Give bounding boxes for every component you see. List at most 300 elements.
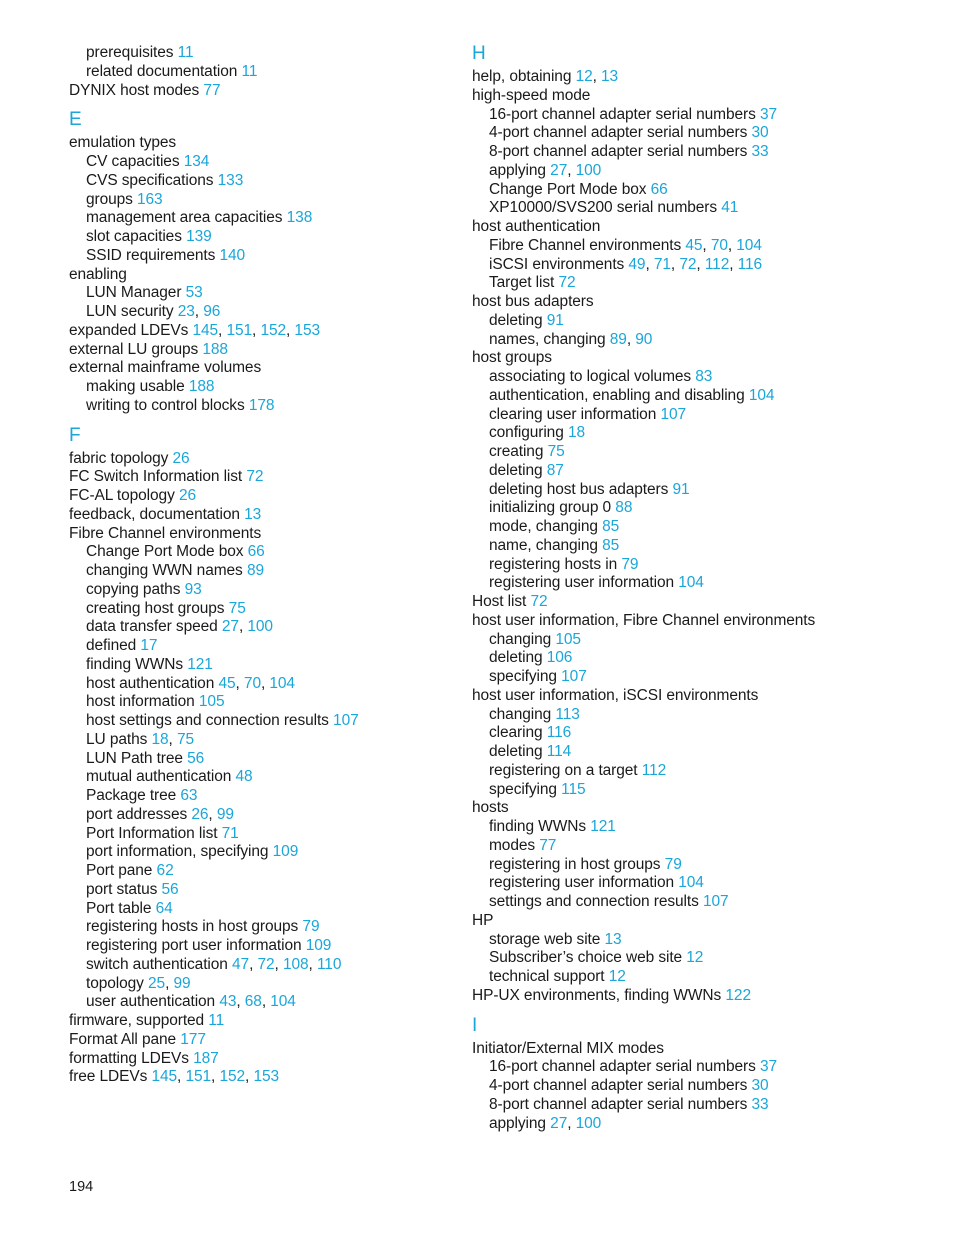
index-entry: help, obtaining 12, 13 (472, 68, 619, 85)
page-link[interactable]: 100 (575, 161, 602, 179)
index-term: enabling (69, 265, 127, 283)
index-term: Port Information list (86, 824, 218, 842)
index-letter-heading: H (472, 43, 486, 64)
page-link[interactable]: 12 (575, 68, 593, 85)
page-link[interactable]: 13 (244, 505, 262, 523)
page-link[interactable]: 26 (191, 805, 209, 823)
page-link[interactable]: 79 (664, 855, 682, 873)
page-link[interactable]: 145 (151, 1068, 178, 1086)
page-link[interactable]: 112 (704, 255, 730, 273)
index-subentry (69, 843, 449, 862)
index-term: changing (489, 705, 552, 723)
index-term: HP-UX environments, finding WWNs (472, 986, 722, 1004)
index-term: deleting (489, 649, 543, 667)
index-subentry (69, 600, 449, 619)
page-link[interactable]: 113 (555, 705, 580, 723)
page-link[interactable]: 33 (751, 1095, 769, 1113)
page-link[interactable]: 153 (294, 321, 320, 339)
index-subentry (472, 274, 942, 293)
index-entry (69, 506, 449, 525)
page-link[interactable]: 104 (678, 874, 704, 892)
index-subentry (472, 931, 942, 950)
page-link[interactable]: 107 (561, 668, 587, 685)
index-term: mutual authentication (86, 768, 232, 786)
index-term: management area capacities (86, 209, 283, 227)
page-link[interactable]: 41 (721, 199, 739, 217)
page-link[interactable]: 79 (621, 555, 639, 573)
index-term: user authentication (86, 993, 216, 1011)
index-subentry (69, 284, 449, 303)
page-link[interactable]: 105 (555, 630, 581, 648)
index-term: technical support (489, 968, 605, 985)
page-link[interactable]: 27 (221, 618, 239, 636)
index-term: storage web site (489, 930, 601, 948)
index-subentry (472, 312, 942, 331)
page-link[interactable]: 85 (602, 518, 620, 535)
index-term: firmware, supported (69, 1012, 205, 1029)
page-link[interactable]: 104 (269, 674, 295, 692)
page-link[interactable]: 71 (221, 824, 239, 842)
page-link[interactable]: 89 (609, 330, 627, 348)
index-letter-heading: E (69, 109, 82, 131)
index-subentry: LU paths 18, 75 (86, 730, 194, 748)
page-link[interactable]: 72 (530, 593, 548, 610)
index-term: applying (489, 1114, 546, 1132)
index-entry (69, 359, 449, 378)
page-link[interactable]: 75 (228, 599, 246, 617)
page-link[interactable]: 187 (193, 1049, 219, 1067)
page-link[interactable]: 49 (628, 255, 646, 273)
index-term: Subscriber’s choice web site (489, 949, 683, 967)
index-term: deleting host bus adapters (489, 480, 669, 498)
index-entry (472, 293, 942, 312)
index-subentry (69, 712, 449, 731)
page-link[interactable]: 145 (192, 321, 219, 339)
page-link[interactable]: 112 (641, 761, 667, 779)
index-term: Package tree (86, 787, 177, 804)
index-entry (472, 593, 942, 612)
index-entry (69, 341, 449, 360)
page-link[interactable]: 18 (567, 424, 585, 442)
index-subentry (69, 750, 449, 769)
page-link[interactable]: 138 (286, 209, 313, 227)
index-subentry (69, 191, 449, 210)
index-subentry (69, 825, 449, 844)
page-link[interactable]: 71 (653, 255, 671, 273)
page-link[interactable]: 177 (180, 1030, 206, 1048)
index-term: associating to logical volumes (489, 368, 692, 385)
page-link[interactable]: 68 (244, 993, 262, 1011)
index-term: 4-port channel adapter serial numbers (489, 1077, 748, 1094)
index-subentry (472, 443, 942, 462)
index-term: registering hosts in (489, 555, 618, 573)
page-link[interactable]: 70 (710, 236, 728, 254)
page-link[interactable]: 88 (615, 499, 633, 517)
index-subentry: data transfer speed 27, 100 (86, 618, 273, 636)
index-term: feedback, documentation (69, 505, 240, 523)
page-link[interactable]: 85 (602, 536, 620, 554)
index-term: Target list (489, 274, 555, 292)
index-subentry (472, 368, 942, 387)
page-link[interactable]: 63 (180, 787, 198, 804)
index-term: authentication, enabling and disabling (489, 386, 745, 404)
index-subentry (472, 574, 942, 593)
page-link[interactable]: 151 (226, 321, 253, 339)
index-term: Change Port Mode box (489, 180, 647, 198)
index-subentry: names, changing 89, 90 (489, 330, 653, 348)
page-link[interactable]: 47 (232, 955, 250, 973)
index-subentry (472, 724, 942, 743)
index-subentry (472, 406, 942, 425)
index-subentry: host authentication 45, 70, 104 (86, 674, 295, 692)
index-subentry (69, 656, 449, 675)
index-subentry (69, 900, 449, 919)
page-link[interactable]: 106 (546, 649, 573, 667)
index-term: free LDEVs (69, 1068, 148, 1086)
page-link[interactable]: 72 (246, 468, 264, 486)
index-term: deleting (489, 311, 543, 329)
index-term: LUN Manager (86, 284, 182, 302)
index-subentry: Fibre Channel environments 45, 70, 104 (489, 236, 762, 254)
index-term: changing (489, 630, 552, 648)
page-link[interactable]: 37 (759, 1058, 778, 1076)
index-term: finding WWNs (86, 655, 183, 673)
index-term: name, changing (489, 536, 598, 554)
index-term: mode, changing (489, 518, 598, 535)
index-term: registering user information (489, 874, 675, 892)
page-number: 194 (69, 1179, 94, 1195)
index-subentry: topology 25, 99 (86, 974, 191, 992)
page-link[interactable]: 99 (216, 805, 234, 823)
index-subentry (472, 106, 942, 125)
index-subentry (472, 631, 942, 650)
index-subentry (472, 537, 942, 556)
page-link[interactable]: 70 (243, 674, 261, 692)
index-term: Fibre Channel environments (489, 236, 682, 254)
index-subentry (472, 199, 942, 218)
page-link[interactable]: 77 (203, 81, 221, 99)
page-link[interactable]: 12 (686, 949, 704, 967)
index-subentry (69, 44, 449, 63)
index-entry (472, 87, 942, 106)
index-term: SSID requirements (86, 246, 216, 264)
page-link[interactable]: 109 (305, 937, 332, 954)
page-link[interactable]: 91 (672, 480, 690, 498)
index-subentry (472, 1077, 942, 1096)
page-link[interactable]: 66 (247, 543, 265, 561)
page-link[interactable]: 23 (177, 303, 195, 320)
page-link[interactable]: 37 (759, 105, 778, 123)
page-link[interactable]: 121 (590, 818, 616, 835)
index-term: data transfer speed (86, 618, 218, 636)
page-link[interactable]: 26 (172, 449, 190, 467)
index-entry (472, 912, 942, 931)
index-subentry (69, 562, 449, 581)
index-term: creating host groups (86, 599, 225, 617)
page-link[interactable]: 121 (187, 655, 213, 673)
page-link[interactable]: 108 (282, 955, 309, 973)
index-subentry (69, 209, 449, 228)
index-term: formatting LDEVs (69, 1049, 189, 1067)
index-term: host information (86, 693, 195, 711)
index-entry (472, 218, 942, 237)
index-term: help, obtaining (472, 68, 572, 85)
index-subentry (472, 518, 942, 537)
page-link[interactable]: 116 (546, 724, 572, 742)
index-entry (69, 266, 449, 285)
page-link[interactable]: 133 (217, 171, 244, 189)
page-link[interactable]: 139 (186, 228, 212, 245)
index-subentry (472, 1096, 942, 1115)
index-subentry: iSCSI environments 49, 71, 72, 112, 116 (489, 255, 763, 273)
index-term: making usable (86, 378, 185, 395)
index-subentry (69, 397, 449, 416)
index-entry (472, 1040, 942, 1059)
page-link[interactable]: 11 (177, 44, 194, 61)
page-link[interactable]: 105 (198, 693, 225, 711)
index-subentry: switch authentication 47, 72, 108, 110 (86, 955, 342, 973)
page-link[interactable]: 107 (702, 893, 729, 910)
page-link[interactable]: 66 (650, 180, 668, 198)
index-term: groups (86, 190, 133, 208)
page-link[interactable]: 30 (751, 124, 769, 142)
page-link[interactable]: 152 (219, 1068, 246, 1086)
index-subentry: applying 27, 100 (489, 161, 602, 179)
index-subentry (472, 743, 942, 762)
index-entry (472, 799, 942, 818)
page-link[interactable]: 17 (140, 637, 158, 654)
index-term: registering in host groups (489, 855, 661, 873)
index-term: defined (86, 637, 137, 654)
index-term: high-speed mode (472, 86, 591, 104)
page-link[interactable]: 27 (550, 1114, 568, 1132)
index-entry: expanded LDEVs 145, 151, 152, 153 (69, 321, 320, 339)
page-link[interactable]: 25 (148, 974, 166, 992)
page-link[interactable]: 99 (173, 974, 191, 992)
page-link[interactable]: 104 (678, 574, 704, 592)
page-link[interactable]: 178 (248, 396, 275, 414)
index-term: fabric topology (69, 449, 169, 467)
index-subentry (472, 856, 942, 875)
index-subentry (472, 874, 942, 893)
index-term: 16-port channel adapter serial numbers (489, 1058, 756, 1076)
page-link[interactable]: 72 (679, 255, 697, 273)
page-link[interactable]: 53 (185, 284, 203, 302)
page-link[interactable]: 43 (219, 993, 237, 1011)
page-link[interactable]: 110 (316, 955, 342, 973)
index-column-left (69, 44, 449, 1087)
index-term: emulation types (69, 134, 177, 152)
page-link[interactable]: 33 (751, 143, 769, 160)
index-subentry (69, 581, 449, 600)
index-entry: free LDEVs 145, 151, 152, 153 (69, 1068, 279, 1086)
page-link[interactable]: 87 (546, 461, 564, 479)
index-subentry (69, 918, 449, 937)
page-link[interactable]: 114 (546, 743, 572, 760)
index-subentry (69, 172, 449, 191)
page-link[interactable]: 72 (558, 274, 576, 292)
page-link[interactable]: 115 (561, 780, 586, 798)
page-link[interactable]: 107 (660, 405, 687, 423)
index-term: registering on a target (489, 761, 638, 779)
index-term: applying (489, 161, 546, 179)
index-letter-heading: F (69, 424, 81, 446)
page-link[interactable]: 93 (184, 580, 202, 598)
index-term: port status (86, 880, 158, 898)
index-subentry (472, 781, 942, 800)
page-link[interactable]: 48 (235, 768, 253, 786)
index-term: Fibre Channel environments (69, 524, 262, 542)
index-term: 16-port channel adapter serial numbers (489, 105, 756, 123)
page-link[interactable]: 188 (188, 378, 215, 395)
index-entry (69, 134, 449, 153)
index-subentry: applying 27, 100 (489, 1114, 602, 1132)
index-term: 8-port channel adapter serial numbers (489, 1095, 748, 1113)
page-link[interactable]: 91 (546, 311, 564, 329)
index-subentry (472, 668, 942, 687)
index-entry (69, 1012, 449, 1031)
index-term: registering user information (489, 574, 675, 592)
index-subentry (472, 949, 942, 968)
index-subentry (69, 63, 449, 82)
index-term: host groups (472, 349, 552, 367)
index-term: external mainframe volumes (69, 359, 262, 377)
page-link[interactable]: 12 (608, 968, 626, 985)
index-subentry (472, 762, 942, 781)
index-term: configuring (489, 424, 564, 442)
index-term: names, changing (489, 330, 606, 348)
index-subentry (472, 181, 942, 200)
page-link[interactable]: 13 (604, 930, 622, 948)
index-entry (69, 82, 449, 101)
index-term: creating (489, 443, 544, 460)
page-link[interactable]: 79 (302, 918, 320, 936)
page-link[interactable]: 30 (751, 1077, 769, 1094)
index-subentry: port addresses 26, 99 (86, 805, 234, 823)
page-link[interactable]: 13 (601, 68, 619, 85)
page-link[interactable]: 140 (219, 246, 246, 264)
index-subentry (69, 543, 449, 562)
index-subentry (472, 387, 942, 406)
index-entry (69, 468, 449, 487)
page-link[interactable]: 109 (272, 843, 299, 861)
page-link[interactable]: 45 (218, 674, 236, 692)
page-link[interactable]: 56 (161, 880, 179, 898)
index-subentry (69, 768, 449, 787)
page-link[interactable]: 56 (187, 749, 205, 767)
page-link[interactable]: 77 (539, 836, 557, 854)
page-link[interactable]: 151 (185, 1068, 212, 1086)
page-link[interactable]: 134 (183, 153, 210, 170)
index-term: CV capacities (86, 153, 180, 170)
index-term: 4-port channel adapter serial numbers (489, 124, 748, 142)
page-link[interactable]: 100 (575, 1114, 602, 1132)
index-term: specifying (489, 668, 557, 685)
index-subentry (472, 481, 942, 500)
index-term: FC-AL topology (69, 487, 175, 504)
index-term: specifying (489, 780, 557, 798)
page-link[interactable]: 152 (260, 321, 286, 339)
index-subentry (472, 143, 942, 162)
index-term: LUN security (86, 303, 174, 320)
page-link[interactable]: 116 (737, 255, 763, 273)
page-link[interactable]: 64 (155, 899, 173, 917)
page-link[interactable]: 11 (208, 1012, 225, 1029)
page-link[interactable]: 188 (202, 340, 228, 358)
index-term: prerequisites (86, 44, 174, 61)
page-link[interactable]: 75 (176, 730, 194, 748)
page-link[interactable]: 45 (685, 236, 703, 254)
index-column-right (472, 44, 942, 1133)
index-subentry (69, 228, 449, 247)
index-term: changing WWN names (86, 562, 243, 579)
index-subentry (472, 968, 942, 987)
index-entry (472, 987, 942, 1006)
index-subentry (69, 247, 449, 266)
index-subentry (472, 837, 942, 856)
index-term: XP10000/SVS200 serial numbers (489, 199, 718, 217)
page-link[interactable]: 163 (137, 190, 163, 208)
page-link[interactable]: 27 (550, 161, 568, 179)
index-subentry (472, 1058, 942, 1077)
index-term: 8-port channel adapter serial numbers (489, 143, 748, 160)
page-link[interactable]: 89 (246, 562, 264, 579)
page-link[interactable]: 18 (151, 730, 169, 748)
page-link[interactable]: 62 (156, 862, 174, 879)
index-term: host authentication (472, 218, 601, 235)
index-subentry (472, 649, 942, 668)
page-link[interactable]: 90 (635, 330, 653, 348)
index-term: LU paths (86, 730, 148, 748)
index-subentry (69, 153, 449, 172)
page-link[interactable]: 11 (241, 62, 258, 80)
index-term: related documentation (86, 62, 238, 80)
page-link[interactable]: 83 (695, 368, 713, 385)
page-link[interactable]: 104 (270, 993, 296, 1011)
page-link[interactable]: 104 (748, 386, 775, 404)
index-term: Format All pane (69, 1030, 177, 1048)
page-link[interactable]: 107 (333, 712, 359, 729)
index-entry (69, 487, 449, 506)
index-subentry (472, 424, 942, 443)
index-term: Host list (472, 593, 527, 610)
page-link[interactable]: 26 (178, 487, 196, 504)
index-subentry (69, 693, 449, 712)
index-entry (472, 612, 942, 631)
index-term: external LU groups (69, 340, 199, 358)
index-term: host user information, iSCSI environments (472, 686, 759, 704)
index-subentry (472, 499, 942, 518)
page-link[interactable]: 96 (203, 303, 221, 320)
page-link[interactable]: 104 (736, 236, 762, 254)
index-subentry (69, 637, 449, 656)
index-subentry (69, 378, 449, 397)
page-link[interactable]: 72 (257, 955, 275, 973)
index-term: HP (472, 911, 494, 929)
index-entry (69, 450, 449, 469)
page-link[interactable]: 153 (253, 1068, 279, 1086)
index-term: hosts (472, 799, 509, 817)
index-subentry (472, 706, 942, 725)
index-term: deleting (489, 743, 543, 760)
index-term: DYNIX host modes (69, 81, 200, 99)
page-link[interactable]: 75 (547, 443, 565, 460)
page-link[interactable]: 122 (725, 986, 751, 1004)
page-link[interactable]: 100 (247, 618, 273, 636)
index-term: CVS specifications (86, 171, 214, 189)
index-subentry (472, 556, 942, 575)
index-term: clearing user information (489, 405, 657, 423)
